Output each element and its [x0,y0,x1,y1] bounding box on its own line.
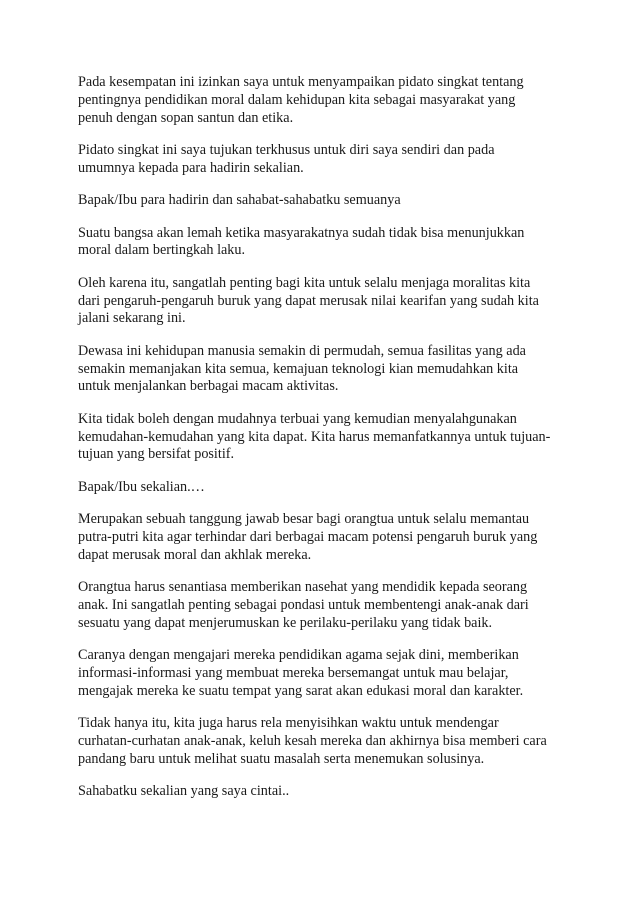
text-line: jalani sekarang ini. [78,310,186,327]
text-line: informasi-informasi yang membuat mereka bersemangat untuk mau belajar, [78,664,509,681]
paragraph [78,479,568,497]
document-body [78,74,568,815]
text-line: anak. Ini sangatlah penting sebagai pondasi untuk membentengi anak-anak dari [78,596,529,613]
paragraph [78,192,568,210]
paragraph [78,142,568,178]
text-line: pentingnya pendidikan moral dalam kehidupan kita sebagai masyarakat yang [78,91,516,108]
text-line: umumnya kepada para hadirin sekalian. [78,159,304,176]
text-line: moral dalam bertingkah laku. [78,242,246,259]
text-line: Oleh karena itu, sangatlah penting bagi kita untuk selalu menjaga moralitas kita [78,274,531,291]
paragraph [78,411,568,464]
paragraph [78,579,568,632]
text-line: untuk menjalankan berbagai macam aktivitas. [78,378,339,395]
text-line: dari pengaruh-pengaruh buruk yang dapat merusak nilai kearifan yang sudah kita [78,292,539,309]
text-line: Dewasa ini kehidupan manusia semakin di permudah, semua fasilitas yang ada [78,342,526,359]
text-line: mengajak mereka ke suatu tempat yang sarat akan edukasi moral dan karakter. [78,682,524,699]
text-line: tujuan yang bersifat positif. [78,446,235,463]
paragraph [78,74,568,127]
text-line: Sahabatku sekalian yang saya cintai.. [78,783,290,800]
text-line: Bapak/Ibu sekalian.… [78,478,205,495]
text-line: putra-putri kita agar terhindar dari berbagai macam potensi pengaruh buruk yang [78,528,538,545]
text-line: curhatan-curhatan anak-anak, keluh kesah mereka dan akhirnya bisa memberi cara [78,732,547,749]
text-line: Kita tidak boleh dengan mudahnya terbuai yang kemudian menyalahgunakan [78,410,517,427]
text-line: Suatu bangsa akan lemah ketika masyarakatnya sudah tidak bisa menunjukkan [78,224,525,241]
text-line: dapat merusak moral dan akhlak mereka. [78,546,312,563]
text-line: sesuatu yang dapat menjerumuskan ke perilaku-perilaku yang tidak baik. [78,614,493,631]
paragraph [78,275,568,328]
paragraph [78,783,568,801]
text-line: Orangtua harus senantiasa memberikan nasehat yang mendidik kepada seorang [78,579,528,596]
paragraph [78,225,568,261]
text-line: Bapak/Ibu para hadirin dan sahabat-sahabatku semuanya [78,192,401,209]
paragraph [78,647,568,700]
text-line: Caranya dengan mengajari mereka pendidikan agama sejak dini, memberikan [78,647,519,664]
text-line: pandang baru untuk melihat suatu masalah serta menemukan solusinya. [78,750,485,767]
text-line: penuh dengan sopan santun dan etika. [78,109,294,126]
text-line: Merupakan sebuah tanggung jawab besar bagi orangtua untuk selalu memantau [78,511,530,528]
text-line: kemudahan-kemudahan yang kita dapat. Kita harus memanfatkannya untuk tujuan- [78,428,551,445]
text-line: Pidato singkat ini saya tujukan terkhusus untuk diri saya sendiri dan pada [78,141,495,158]
text-line: Pada kesempatan ini izinkan saya untuk menyampaikan pidato singkat tentang [78,74,524,90]
text-line: Tidak hanya itu, kita juga harus rela menyisihkan waktu untuk mendengar [78,715,499,732]
text-line: semakin memanjakan kita semua, kemajuan teknologi kian memudahkan kita [78,360,519,377]
paragraph [78,715,568,768]
paragraph [78,511,568,564]
paragraph [78,343,568,396]
